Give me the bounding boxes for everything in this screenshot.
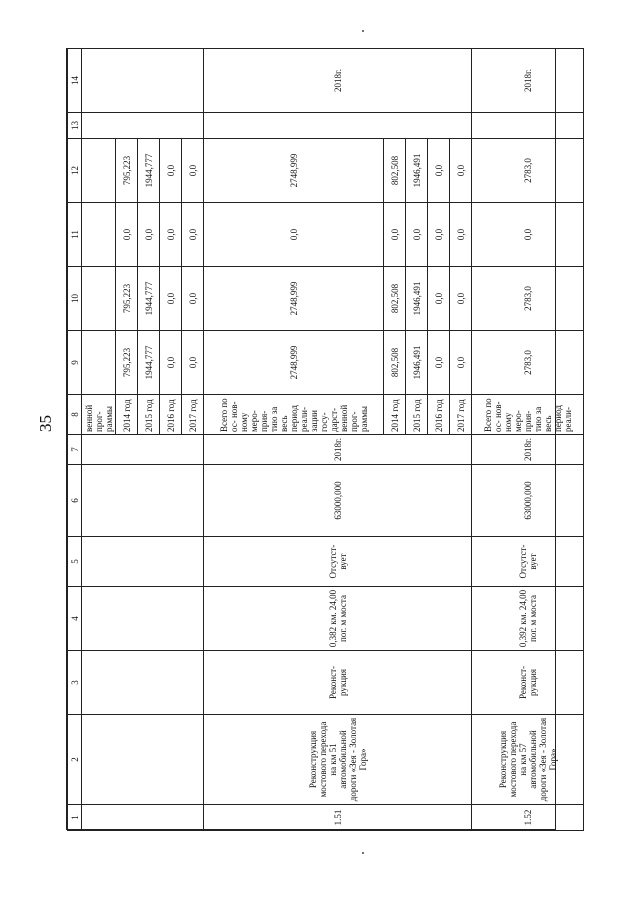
period-cell: 2016 год [160,395,182,435]
value-cell: 0,0 [160,267,182,331]
value-cell: 0,0 [160,139,182,203]
col-header-5: 5 [68,537,82,587]
value-cell: 1946,491 [406,331,428,395]
value-cell: 0,0 [182,203,204,267]
value-cell: 0,0 [116,203,138,267]
value-cell: 0,0 [450,203,472,267]
total-label: Всего по ос- нов- ному меро- прия- тию за весь период реали- [472,395,584,435]
col-header-11: 11 [68,203,82,267]
value-cell: 802,508 [384,331,406,395]
completion-year: 2018г. [204,435,472,465]
value-cell: 2748,999 [204,139,384,203]
value-cell: 0,0 [204,203,384,267]
rotated-table-container [67,49,573,831]
period-cell: 2016 год [428,395,450,435]
completion-year: 2018г. [472,435,584,465]
value-cell: 0,0 [428,331,450,395]
design-doc: Отсутст- вует [204,537,472,587]
value-cell: 1946,491 [406,267,428,331]
design-doc: Отсутст- вует [472,537,584,587]
col-header-4: 4 [68,587,82,651]
value-cell: 802,508 [384,139,406,203]
capacity: 0,392 км. 24,00 пог. м моста [472,587,584,651]
period-cell: 2017 год [450,395,472,435]
object-name: Реконструкция мостового перехода на км 51 автомобильной дороги «Зея - Золотая Гора» [204,715,472,805]
value-cell: 0,0 [450,267,472,331]
scan-speck [362,852,364,854]
col-header-9: 9 [68,331,82,395]
total-label: Всего по ос- нов- ному меро- прия- тию за весь период реали- зации госу- дарст- венной прог- раммы [204,395,384,435]
estimated-cost: 63000,000 [204,465,472,537]
year-col14: 2018г. [204,49,472,113]
period-cell: 2015 год [406,395,428,435]
period-cell: 2014 год [384,395,406,435]
col-header-8: 8 [68,395,82,435]
program-table [67,48,584,831]
col-header-2: 2 [68,715,82,805]
value-cell: 2748,999 [204,331,384,395]
work-type: Реконст- рукция [204,651,472,715]
object-name: Реконструкция мостового перехода на км 57 автомобильной дороги «Зея - Золотая Гора» [472,715,584,805]
period-cell: венной прог- раммы [82,395,116,435]
estimated-cost: 63000,000 [472,465,584,537]
value-cell: 0,0 [182,331,204,395]
value-cell: 0,0 [182,267,204,331]
document-sheet [66,48,573,830]
table-row [82,49,116,831]
col-header-12: 12 [68,139,82,203]
value-cell: 0,0 [160,203,182,267]
value-cell: 795,223 [116,139,138,203]
value-cell: 802,508 [384,267,406,331]
period-cell: 2015 год [138,395,160,435]
value-cell: 1944,777 [138,139,160,203]
value-cell: 795,223 [116,267,138,331]
value-cell: 0,0 [428,139,450,203]
col-header-6: 6 [68,465,82,537]
table-row-1-52 [472,49,584,831]
column-number-row [68,49,82,831]
value-cell: 0,0 [428,267,450,331]
value-cell: 0,0 [138,203,160,267]
work-type: Реконст- рукция [472,651,584,715]
col-header-3: 3 [68,651,82,715]
year-col14: 2018г. [472,49,584,113]
value-cell: 0,0 [182,139,204,203]
col-header-14: 14 [68,49,82,113]
page-number: 35 [36,415,55,432]
value-cell: 2783,0 [472,267,584,331]
table-row-1-51 [204,49,384,831]
value-cell: 0,0 [450,139,472,203]
value-cell: 0,0 [384,203,406,267]
value-cell: 1946,491 [406,139,428,203]
value-cell: 0,0 [406,203,428,267]
col-header-7: 7 [68,435,82,465]
capacity: 0,382 км. 24,00 пог. м моста [204,587,472,651]
col-header-13: 13 [68,113,82,139]
value-cell: 2783,0 [472,331,584,395]
row-number: 1.52 [472,805,584,831]
value-cell: 0,0 [428,203,450,267]
scan-speck [362,30,364,32]
row-number: 1.51 [204,805,472,831]
value-cell: 0,0 [160,331,182,395]
value-cell: 795,223 [116,331,138,395]
value-cell: 0,0 [450,331,472,395]
value-cell: 1944,777 [138,331,160,395]
period-cell: 2014 год [116,395,138,435]
period-cell: 2017 год [182,395,204,435]
col-header-1: 1 [68,805,82,831]
value-cell: 2783,0 [472,139,584,203]
value-cell: 0,0 [472,203,584,267]
value-cell: 2748,999 [204,267,384,331]
col-header-10: 10 [68,267,82,331]
value-cell: 1944,777 [138,267,160,331]
